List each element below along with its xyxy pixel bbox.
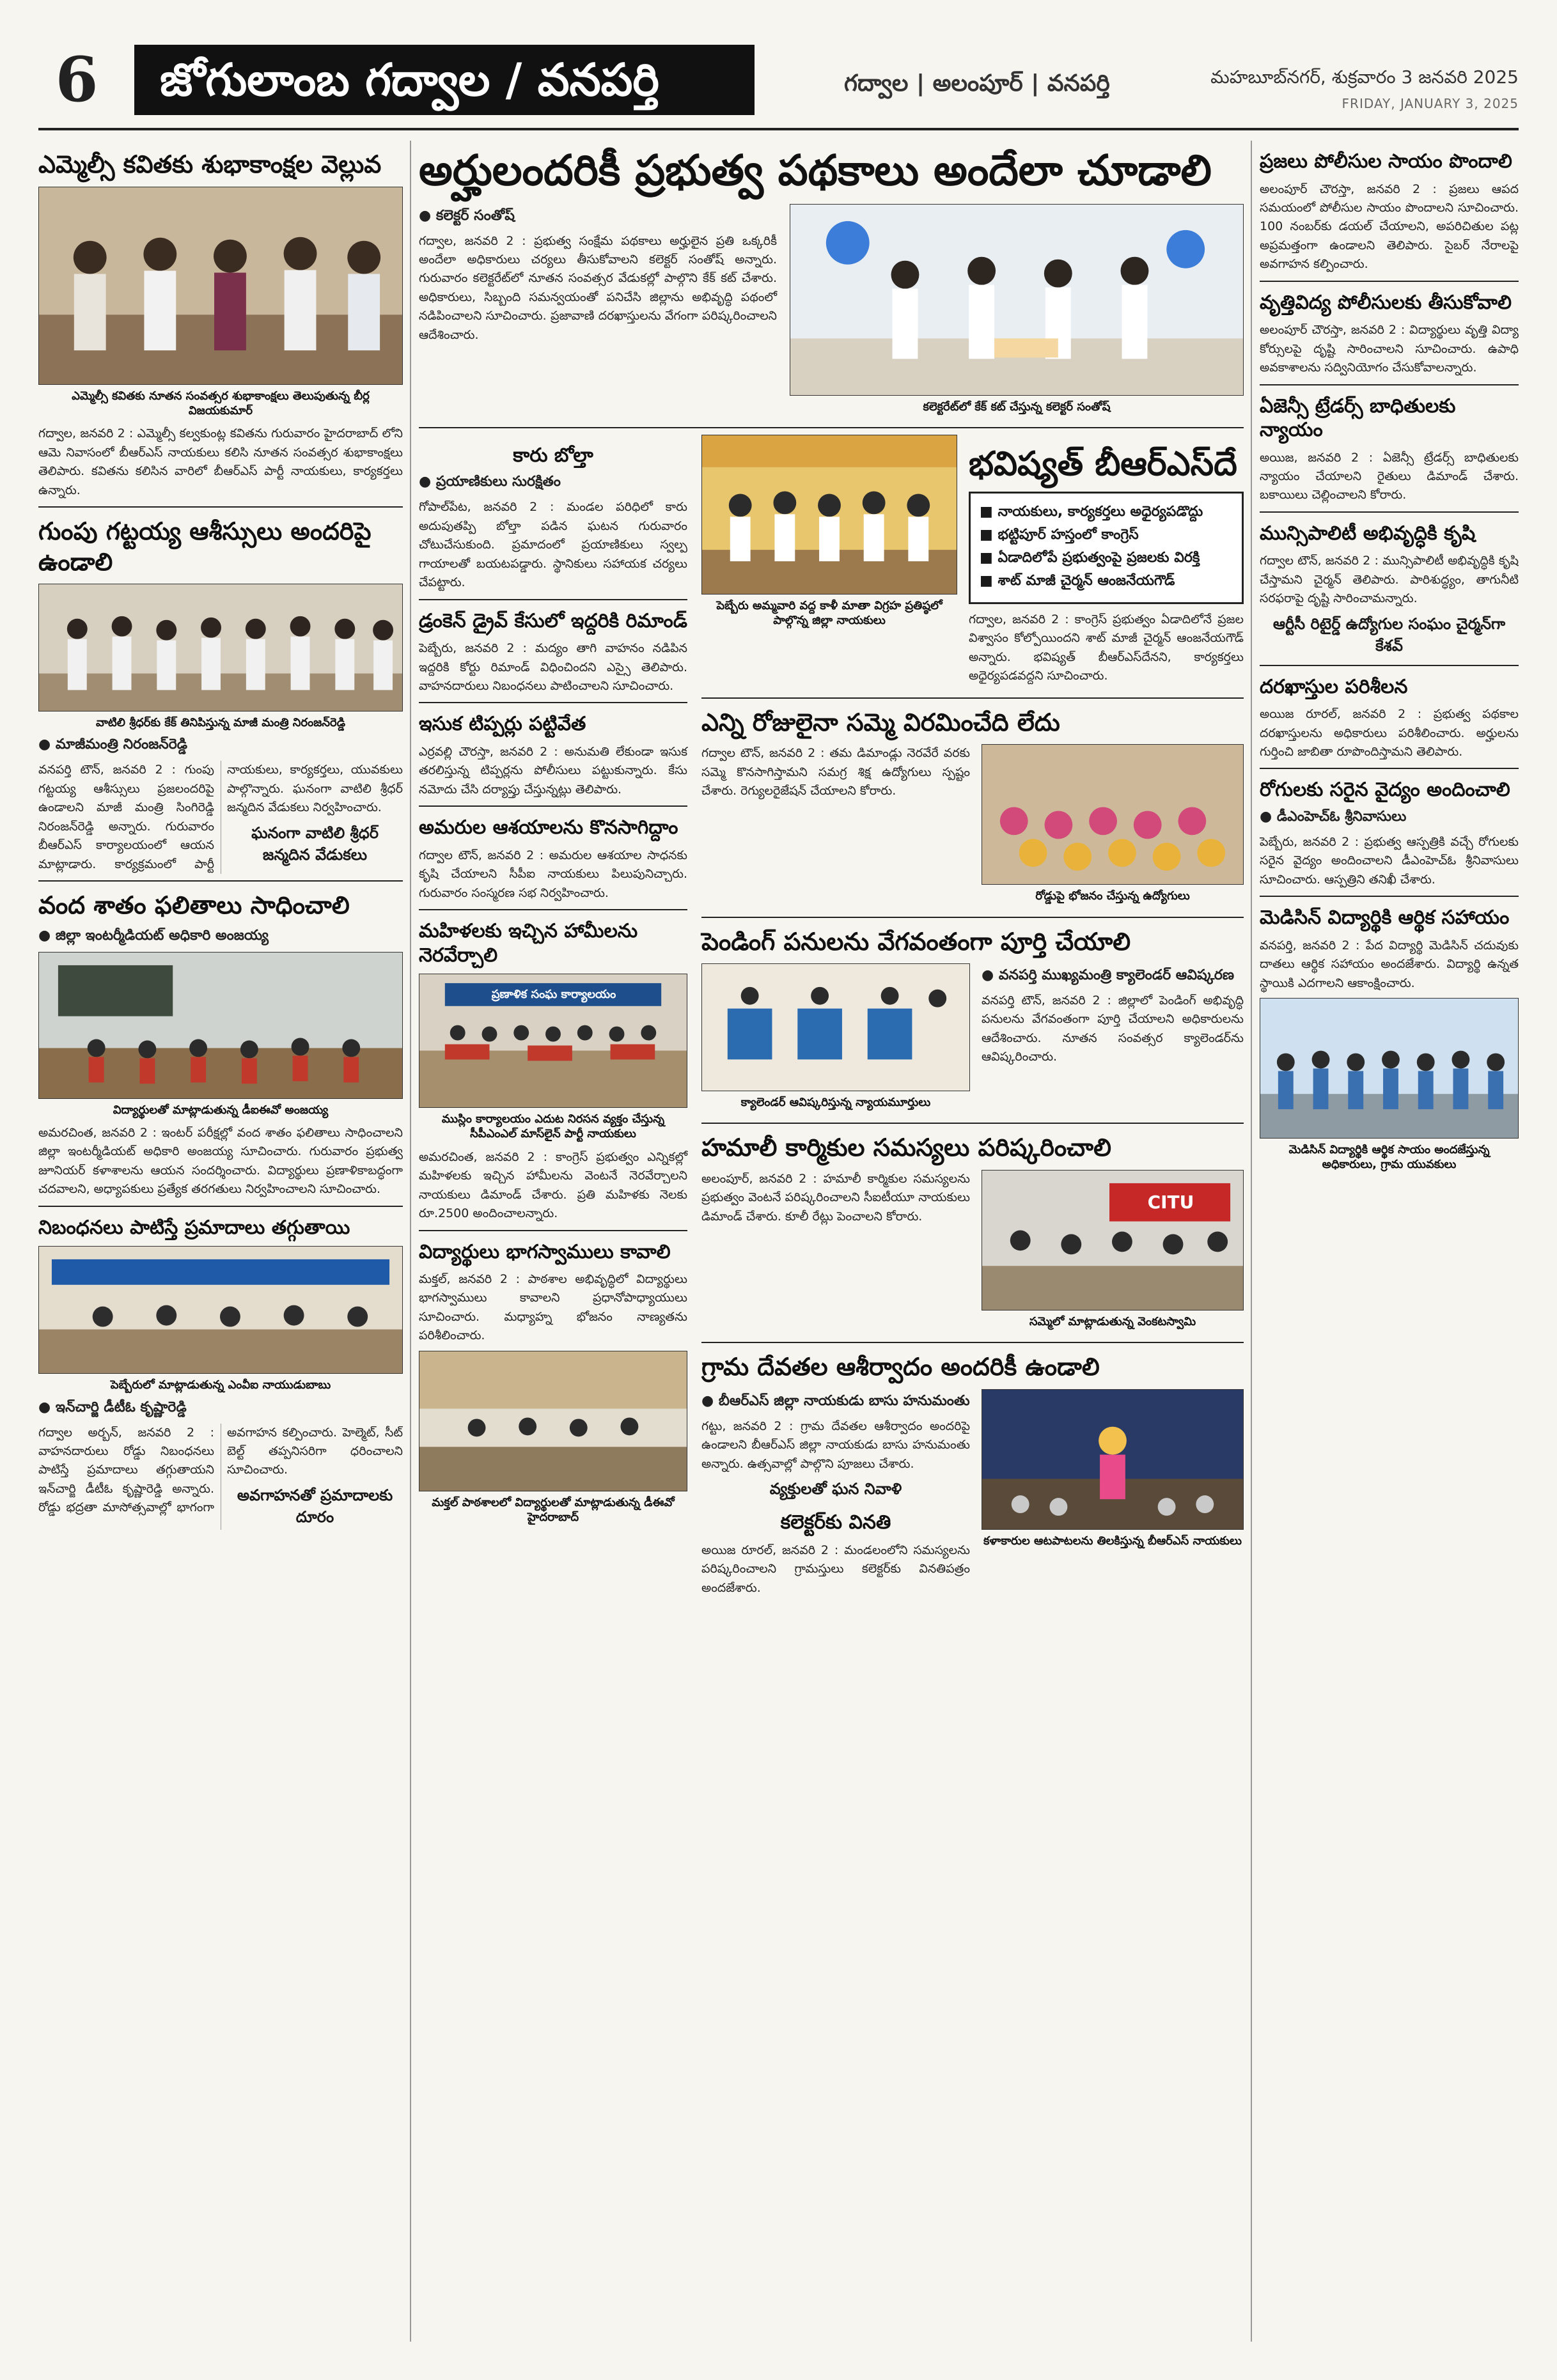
subheading: ఘనంగా వాటిలి శ్రీధర్ జన్మదిన వేడుకలు [251,823,379,864]
article-columns [38,761,403,874]
lead-photo-block [790,204,1244,421]
news-photo [790,204,1244,396]
headline: ప్రజలు పోలీసుల సాయం పొందాలి [1260,150,1512,173]
village-photo-block [982,1389,1244,1603]
highlight-item: ■ నాయకులు, కార్యకర్తలు అధైర్యపడొద్దు [980,504,1233,523]
article-body: గద్వాల, జనవరి 2 : కాంగ్రెస్ ప్రభుత్వం ఏడాదిలోనే ప్రజల విశ్వాసం కోల్పోయిందని శాట్ మాజీ చైర్మన్ ఆంజనేయగౌడ్ అన్నారు. భవిష్యత్ బీఆర్‌ఎస్‌దేనని, కార్యకర్తలు అధైర్యపడవద్దని సూచించారు. [969,612,1244,683]
feature-column [701,435,1244,1603]
article-body: అలంపూర్ చౌరస్తా, జనవరి 2 : ప్రజలు ఆపద సమయంలో పోలీసుల సాయం పొందాలని సూచించారు. 100 నంబర్‌కు డయల్ చేయాలని, అపరిచితుల పట్ల అప్రమత్తంగా ఉండాలని తెలిపారు. సైబర్ నేరాలపై అవగాహన కల్పించారు. [1260,182,1519,272]
byline: ● జిల్లా ఇంటర్మీడియట్ అధికారి అంజయ్య [38,928,403,947]
article-body: గద్వాల, జనవరి 2 : ఎమ్మెల్సీ కల్వకుంట్ల కవితను గురువారం హైదరాబాద్ లోని ఆమె నివాసంలో బీఆర్‌ఎస్ నాయకులు కలిసి నూతన సంవత్సర శుభాకాంక్షలు తెలిపారు. కవితను కలిసిన వారిలో బీఆర్‌ఎస్ పార్టీ నాయకులు, కార్యకర్తలు ఉన్నారు. [38,426,403,497]
news-photo [38,584,403,712]
feature-headline-block [969,435,1244,691]
highlight-item: ■ శాట్ మాజీ చైర్మన్ ఆంజనేయగౌడ్ [980,573,1233,592]
byline: ● కలెక్టర్ సంతోష్ [419,208,777,227]
awareness-program-illustration [39,1247,402,1374]
divider [1260,768,1519,769]
article-body: గద్వాల టౌన్, జనవరి 2 : తమ డిమాండ్లు నెరవేరే వరకు సమ్మె కొనసాగిస్తామని సమగ్ర శిక్ష ఉద్యోగులు స్పష్టం చేశారు. రెగ్యులరైజేషన్ చేయాలని కోరారు. [701,746,970,798]
headline: వంద శాతం ఫలితాలు సాధించాలి [38,891,350,920]
headline: మహిళలకు ఇచ్చిన హామీలను నెరవేర్చాలి [419,920,638,967]
divider [38,506,403,508]
article-body: ఎర్రవల్లి చౌరస్తా, జనవరి 2 : అనుమతి లేకుండా ఇసుక తరలిస్తున్న టిప్పర్లను పోలీసులు పట్టుకున్నారు. కేసు నమోదు చేసి దర్యాప్తు చేస్తున్నట్లు తెలిపారు. [419,744,687,797]
masthead-rule [38,128,1519,130]
headline: గుంపు గట్టయ్య ఆశీస్సులు అందరిపై ఉండాలి [38,517,372,576]
office-sign: ప్రణాళిక సంఘ కార్యాలయం [491,988,616,1002]
news-photo [701,435,957,595]
subheading: వ్యక్తులతో ఘన నివాళి [769,1480,902,1498]
divider [419,702,687,703]
news-photo [419,974,687,1108]
article-body: అలంపూర్, జనవరి 2 : హమాలీ కార్మికుల సమస్యలను ప్రభుత్వం వెంటనే పరిష్కరించాలని సీఐటీయూ నాయకులు డిమాండ్ చేశారు. కూలీ రేట్లు పెంచాలని కోరారు. [701,1171,970,1224]
donation-group-illustration [1260,999,1518,1139]
headline: దరఖాస్తుల పరిశీలన [1260,675,1408,698]
highlight-item: ■ భట్టిపూర్ హస్తంలో కాంగ్రెస్ [980,527,1233,546]
headline: ఇసుక టిప్పర్లు పట్టివేత [419,713,586,736]
photo-caption: విద్యార్థులతో మాట్లాడుతున్న డీఐఈవో అంజయ్య [113,1103,329,1117]
column-divider [1251,141,1252,2342]
article-body: పెబ్బేరు, జనవరి 2 : ప్రభుత్వ ఆస్పత్రికి వచ్చే రోగులకు సరైన వైద్యం అందించాలని డీఎంహెచ్‌ఓ శ్రీనివాసులు సూచించారు. ఆస్పత్రిని తనిఖీ చేశారు. [1260,834,1519,887]
cultural-performance-illustration [982,1390,1243,1530]
divider [1260,384,1519,385]
school-visit-illustration [419,1351,687,1491]
date-english: FRIDAY, JANUARY 3, 2025 [1342,96,1519,111]
photo-caption: సమ్మెలో మాట్లాడుతున్న వెంకటస్వామి [1029,1314,1196,1328]
section-areas: గద్వాల | అలంపూర్ | వనపర్తి [844,70,1110,97]
photo-caption: మెడిసిన్ విద్యార్థికి ఆర్థిక సాయం అందజేస్తున్న అధికారులు, గ్రామ యువకులు [1288,1143,1490,1172]
article-body: గట్టు, జనవరి 2 : గ్రామ దేవతల ఆశీర్వాదం అందరిపై ఉండాలని బీఆర్‌ఎస్ జిల్లా నాయకుడు బాసు హనుమంతు అన్నారు. ఉత్సవాల్లో పాల్గొని పూజలు చేశారు. [701,1419,970,1471]
highlight-item: ■ ఏడాదిలోపే ప్రభుత్వంపై ప్రజలకు విరక్తి [980,550,1233,569]
photo-caption: పెబ్బేరు అమ్మవారి వద్ద కాళీ మాతా విగ్రహ ప్రతిష్ఠలో పాల్గొన్న జిల్లా నాయకులు [716,598,943,628]
hamali-photo-block [982,1170,1244,1335]
article-body: అలంపూర్ చౌరస్తా, జనవరి 2 : విద్యార్థులు వృత్తి విద్యా కోర్సులపై దృష్టి సారించాలని సూచించారు. ఉపాధి అవకాశాలను సద్వినియోగం చేసుకోవాలన్నారు. [1260,323,1519,375]
article-body: గోపాల్‌పేట, జనవరి 2 : మండల పరిధిలో కారు అదుపుతప్పి బోల్తా పడిన ఘటన గురువారం చోటుచేసుకుంది. ప్రమాదంలో ప్రయాణికులు స్వల్ప గాయాలతో బయటపడ్డారు. స్థానికులు సహాయక చర్యలు చేపట్టారు. [419,500,687,590]
news-photo [38,1246,403,1374]
strike-story [701,744,1244,910]
article-body: అయిజ రూరల్, జనవరి 2 : ప్రభుత్వ పథకాల దరఖాస్తులను అధికారులు పరిశీలించారు. అర్హులను గుర్తించి జాబితా రూపొందిస్తామని తెలిపారు. [1260,707,1519,759]
article-body: వనపర్తి, జనవరి 2 : పేద విద్యార్థి మెడిసిన్ చదువుకు దాతలు ఆర్థిక సహాయం అందజేశారు. విద్యార్థి ఉన్నత స్థాయికి ఎదగాలని ఆకాంక్షించారు. [1260,938,1519,990]
section-title: జోగులాంబ గద్వాల / వనపర్తి [134,45,755,115]
divider [419,805,687,807]
photo-caption: వాటిలి శ్రీధర్‌కు కేక్ తినిపిస్తున్న మాజీ మంత్రి నిరంజన్‌రెడ్డి [95,716,346,730]
photo-caption: కలెక్టరేట్‌లో కేక్ కట్ చేస్తున్న కలెక్టర్ సంతోష్ [923,400,1111,414]
byline: ● ప్రయాణికులు సురక్షితం [419,474,687,493]
divider [701,697,1244,699]
divider [419,1230,687,1231]
divider [701,1123,1244,1124]
date-telugu: మహబూబ్‌నగర్, శుక్రవారం 3 జనవరి 2025 [1210,66,1519,88]
byline: ● ఇన్‌చార్జి డీటీఓ కృష్ణారెడ్డి [38,1399,403,1419]
headline: డ్రంకెన్ డ్రైవ్ కేసులో ఇద్దరికి రిమాండ్ [419,609,687,632]
lead-headline: అర్హులందరికీ ప్రభుత్వ పథకాలు అందేలా చూడాలి [419,146,1212,195]
strike-photo-block [982,744,1244,910]
news-photo [419,1351,687,1491]
news-photo [701,963,970,1091]
classroom-illustration [39,953,402,1099]
hamali-story [701,1170,1244,1335]
divider [1260,511,1519,513]
headline: భవిష్యత్ బీఆర్‌ఎస్‌దే [969,444,1237,483]
article-body: అమరచింత, జనవరి 2 : ఇంటర్ పరీక్షల్లో వంద శాతం ఫలితాలు సాధించాలని జిల్లా ఇంటర్మీడియట్ అధికారి అంజయ్య సూచించారు. గురువారం ప్రభుత్వ జూనియర్ కళాశాలను ఆయన సందర్శించారు. విద్యార్థులు ప్రణాళికాబద్ధంగా చదవాలని, అధ్యాపకులు ప్రత్యేక తరగతులు నిర్వహించాలని సూచించారు. [38,1125,403,1197]
headline: ఎమ్మెల్సీ కవితకు శుభాకాంక్షల వెల్లువ [38,150,382,178]
office-gathering-illustration [39,584,402,712]
calendar-text [982,963,1244,1116]
headline: కలెక్టర్‌కు వినతి [780,1511,891,1534]
news-photo [982,1170,1244,1311]
news-photo [38,952,403,1099]
byline: ● వనపర్తి ముఖ్యమంత్రి క్యాలెండర్ ఆవిష్కరణ [982,967,1244,986]
headline: వృత్తివిద్య పోలీసులకు తీసుకోవాలి [1260,291,1512,314]
subheading: ఆర్టీసీ రిటైర్డ్ ఉద్యోగుల సంఘం చైర్మన్‌గా కేశవ్ [1272,614,1506,655]
byline: ● డీఎంహెచ్‌ఓ శ్రీనివాసులు [1260,809,1519,828]
group-photo-illustration [39,187,402,385]
feature-top [701,435,1244,691]
divider [419,427,1244,428]
article-body: గద్వాల, జనవరి 2 : ప్రభుత్వ సంక్షేమ పథకాలు అర్హులైన ప్రతి ఒక్కరికీ అందేలా అధికారులు చర్యలు తీసుకోవాలని కలెక్టర్ సంతోష్ అన్నారు. గురువారం కలెక్టరేట్‌లో నూతన సంవత్సర వేడుకల్లో పాల్గొని కేక్ కట్ చేశారు. అధికారులు, సిబ్బంది సమన్వయంతో పనిచేసి జిల్లాను అభివృద్ధి పథంలో నడిపించాలని సూచించారు. ప్రజావాణి దరఖాస్తులను వేగంగా పరిష్కరించాలని ఆదేశించారు. [419,233,777,342]
headline: గ్రామ దేవతల ఆశీర్వాదం అందరికీ ఉండాలి [701,1353,1100,1381]
photo-caption: రోడ్డుపై భోజనం చేస్తున్న ఉద్యోగులు [1035,889,1190,903]
headline: పెండింగ్ పనులను వేగవంతంగా పూర్తి చేయాలి [701,927,1131,956]
byline: ● మాజీమంత్రి నిరంజన్‌రెడ్డి [38,736,403,756]
photo-caption: పెబ్బేరులో మాట్లాడుతున్న ఎంవీఐ నాయుడుబాబు [110,1378,331,1392]
photo-caption: కళాకారుల ఆటపాటలను తిలకిస్తున్న బీఆర్‌ఎస్ నాయకులు [983,1534,1242,1548]
lead-story [419,204,1244,421]
headline: విద్యార్థులు భాగస్వాములు కావాలి [419,1240,671,1263]
right-column [1260,141,1519,2342]
village-story [701,1389,1244,1603]
headline: నిబంధనలు పాటిస్తే ప్రమాదాలు తగ్గుతాయి [38,1216,350,1239]
article-body: అయిజ రూరల్, జనవరి 2 : మండలంలోని సమస్యలను పరిష్కరించాలని గ్రామస్తులు కలెక్టర్‌కు వినతిపత్రం అందజేశారు. [701,1543,970,1595]
roadside-meal-illustration [982,745,1243,885]
headline: అమరుల ఆశయాలను కొనసాగిద్దాం [419,816,678,839]
article-columns [38,1424,403,1530]
headline: ఎన్ని రోజులైనా సమ్మె విరమించేది లేదు [701,708,1060,736]
column-divider [410,141,411,2342]
article-body: అయిజ, జనవరి 2 : ఏజెన్సీ ట్రేడర్స్ బాధితులకు న్యాయం చేయాలని రైతులు డిమాండ్ చేశారు. బకాయిలు చెల్లించాలని కోరారు. [1260,450,1519,502]
union-banner: CITU [1147,1191,1194,1213]
article-body: గద్వాల టౌన్, జనవరి 2 : మున్సిపాలిటీ అభివృద్ధికి కృషి చేస్తామని చైర్మన్ తెలిపారు. పారిశుద్ధ్యం, తాగునీటి సరఫరాపై దృష్టి సారించామన్నారు. [1260,554,1519,606]
article-body: పెబ్బేరు, జనవరి 2 : మద్యం తాగి వాహనం నడిపిన ఇద్దరికి కోర్టు రిమాండ్ విధించిందని ఎస్సై తెలిపారు. వాహనదారులు నిబంధనలు పాటించాలని సూచించారు. [419,641,687,693]
news-photo [982,744,1244,885]
cake-cutting-illustration [790,205,1243,396]
divider [38,1206,403,1207]
photo-caption: ఎమ్మెల్సీ కవితకు నూతన సంవత్సర శుభాకాంక్షలు తెలుపుతున్న బీర్ల విజయకుమార్ [72,389,370,417]
divider [38,880,403,882]
photo-caption: క్యాలెండర్ ఆవిష్కరిస్తున్న న్యాయమూర్తులు [740,1096,931,1110]
feature-photo-block [701,435,957,691]
news-photo [982,1389,1244,1530]
highlights-box [969,492,1244,604]
article-body: మక్తల్, జనవరి 2 : పాఠశాల అభివృద్ధిలో విద్యార్థులు భాగస్వాములు కావాలని ప్రధానోపాధ్యాయులు సూచించారు. మధ్యాహ్న భోజనం నాణ్యతను పరిశీలించారు. [419,1272,687,1343]
byline: ● బీఆర్‌ఎస్ జిల్లా నాయకుడు బాసు హనుమంతు [701,1393,970,1412]
headline: హమాలీ కార్మికుల సమస్యలు పరిష్కరించాలి [701,1133,1111,1162]
article-body: వనపర్తి టౌన్, జనవరి 2 : గుంపు గట్టయ్య ఆశీస్సులు ప్రజలందరిపై ఉండాలని మాజీ మంత్రి సింగిరెడ్డి నిరంజన్‌రెడ్డి అన్నారు. గురువారం బీఆర్‌ఎస్ కార్యాలయంలో ఆయన మాట్లాడారు. కార్యక్రమంలో పార్టీ నాయకులు, కార్యకర్తలు, యువకులు పాల్గొన్నారు. ఘనంగా వాటిలి శ్రీధర్ జన్మదిన వేడుకలు నిర్వహించారు. [38,763,403,871]
lower-grid [419,435,1244,1603]
temple-ceremony-illustration [702,435,957,595]
headline: కారు బోల్తా [513,444,593,467]
divider [419,909,687,910]
headline: మెడిసిన్ విద్యార్థికి ఆర్థిక సహాయం [1260,906,1510,929]
village-text [701,1389,970,1603]
headline: రోగులకు సరైన వైద్యం అందించాలి [1260,779,1510,802]
masthead [38,38,1519,121]
divider [1260,665,1519,666]
center-column [419,141,1244,2342]
news-photo [38,187,403,385]
lead-text [419,204,777,421]
article-body: అమరచింత, జనవరి 2 : కాంగ్రెస్ ప్రభుత్వం ఎన్నికల్లో మహిళలకు ఇచ్చిన హామీలను వెంటనే నెరవేర్చాలని నాయకులు డిమాండ్ చేశారు. ప్రతి మహిళకు నెలకు రూ.2500 అందించాలన్నారు. [419,1149,687,1221]
brief-column [419,435,687,1603]
calendar-photo-block [701,963,970,1116]
article-body: వనపర్తి టౌన్, జనవరి 2 : జిల్లాలో పెండింగ్ అభివృద్ధి పనులను వేగవంతంగా పూర్తి చేయాలని అధికారులను ఆదేశించారు. నూతన సంవత్సర క్యాలెండర్‌ను ఆవిష్కరించారు. [982,993,1244,1064]
article-body: గద్వాల టౌన్, జనవరి 2 : అమరుల ఆశయాల సాధనకు కృషి చేయాలని సీపీఐ నాయకులు పిలుపునిచ్చారు. గురువారం సంస్మరణ సభ నిర్వహించారు. [419,848,687,900]
headline: మున్సిపాలిటీ అభివృద్ధికి కృషి [1260,522,1476,545]
divider [1260,896,1519,897]
calendar-release-illustration [702,964,969,1091]
news-photo [1260,998,1519,1139]
subheading: అవగాహనతో ప్రమాదాలకు దూరం [237,1486,393,1526]
divider [1260,281,1519,282]
article-body: గద్వాల అర్బన్, జనవరి 2 : వాహనదారులు రోడ్డు నిబంధనలు పాటిస్తే ప్రమాదాలు తగ్గుతాయని ఇన్‌చార్జి డీటీఓ కృష్ణారెడ్డి అన్నారు. రోడ్డు భద్రతా మాసోత్సవాల్లో భాగంగా అవగాహన కల్పించారు. హెల్మెట్, సీట్ బెల్ట్ తప్పనిసరిగా ధరించాలని సూచించారు. [38,1425,403,1515]
left-column [38,141,403,2342]
headline: ఏజెన్సీ ట్రేడర్స్ బాధితులకు న్యాయం [1260,394,1456,441]
divider [419,599,687,600]
page-number: 6 [55,43,98,116]
photo-caption: ముస్లిం కార్యాలయం ఎదుట నిరసన వ్యక్తం చేస్తున్న సీపీఎంఎల్ మాస్‌లైన్ పార్టీ నాయకులు [441,1112,665,1141]
divider [701,1342,1244,1343]
photo-caption: మక్తల్ పాఠశాలలో విద్యార్థులతో మాట్లాడుతున్న డీఈవో హైదరాబాద్ [432,1495,675,1525]
calendar-story [701,963,1244,1116]
divider [701,917,1244,918]
